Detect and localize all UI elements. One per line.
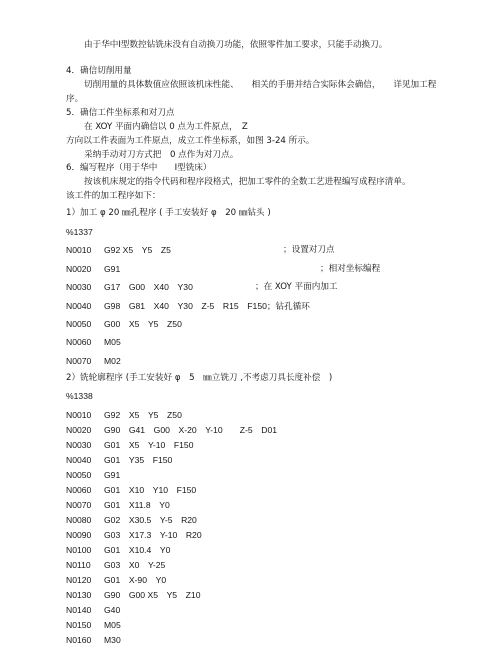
coordinate-paragraph-line1: 在 XOY 平面内确信以 0 点为工件原点， Z (84, 122, 248, 132)
section-heading-6: 6．编写程序（用于华中 Ⅰ型铣床） (66, 163, 212, 173)
program-comment: ；相对坐标编程 (320, 264, 381, 274)
program-id-1338: %1338 (66, 391, 93, 401)
program-line: N0040 G98 G81 X40 Y30 Z-5 R15 F150；钻孔循环 (66, 301, 310, 312)
cutting-paragraph-line1: 切削用量的具体数值应依照该机床性能、 相关的手册并结合实际体会确信， 详见加工程 (84, 80, 437, 90)
section-heading-4: 4．确信切削用量 (66, 66, 132, 76)
program-line: N0110 G03 X0 Y-25 (66, 560, 166, 570)
coordinate-paragraph-line3: 采纳手动对刀方式把 0 点作为对刀点。 (84, 150, 239, 160)
coordinate-paragraph-line2: 方向以工件表面为工件原点，成立工件坐标系，如图 3-24 所示。 (66, 136, 315, 146)
program-comment: ；设置对刀点 (283, 245, 335, 255)
program-line: N0150 M05 (66, 620, 121, 630)
program-line: N0060 M05 (66, 337, 121, 347)
cutting-paragraph-line2: 序。 (66, 94, 84, 104)
program-line: N0120 G01 X-90 Y0 (66, 575, 167, 585)
program-comment: ；钻孔循环 (266, 302, 310, 312)
program-line: N0030 G17 G00 X40 Y30 (66, 282, 193, 292)
program-line: N0020 G90 G41 G00 X-20 Y-10 Z-5 D01 (66, 425, 278, 435)
program-line: N0140 G40 (66, 605, 121, 615)
program-line: N0060 G01 X10 Y10 F150 (66, 485, 197, 495)
program-paragraph-line1: 按该机床规定的指令代码和程序段格式，把加工零件的全数工艺进程编写成程序清单。 (84, 177, 411, 187)
program-line: N0040 G01 Y35 F150 (66, 455, 173, 465)
subheading-contour: 2）铣轮廓程序 (手工安装好 φ 5 ㎜立铣刀 ,不考虑刀具长度补偿 ) (66, 373, 333, 383)
program-line: N0050 G00 X5 Y5 Z50 (66, 319, 182, 329)
program-line: N0080 G02 X30.5 Y-5 R20 (66, 515, 197, 525)
program-line: N0020 G91 (66, 264, 121, 274)
program-line: N0030 G01 X5 Y-10 F150 (66, 440, 194, 450)
program-line: N0130 G90 G00 X5 Y5 Z10 (66, 590, 201, 600)
program-id-1337: %1337 (66, 227, 93, 237)
program-line: N0100 G01 X10.4 Y0 (66, 545, 171, 555)
intro-paragraph: 由于华中Ⅰ型数控钻铣床没有自动换刀功能，依照零件加工要求，只能手动换刀。 (84, 40, 388, 50)
section-heading-5: 5．确信工件坐标系和对刀点 (66, 108, 175, 118)
subheading-drilling: 1）加工 φ 20 ㎜孔程序 ( 手工安装好 φ 20 ㎜钻头 ) (66, 208, 271, 218)
program-line: N0090 G03 X17.3 Y-10 R20 (66, 530, 202, 540)
program-line: N0050 G91 (66, 470, 121, 480)
program-line: N0070 M02 (66, 356, 121, 366)
program-line: N0070 G01 X11.8 Y0 (66, 500, 170, 510)
program-paragraph-line2: 该工件的加工程序如下： (66, 191, 161, 201)
program-line: N0010 G92 X5 Y5 Z5 (66, 245, 171, 255)
program-line: N0160 M30 (66, 635, 121, 645)
program-comment: ；在 XOY 平面内加工 (255, 282, 338, 292)
program-line: N0010 G92 X5 Y5 Z50 (66, 410, 182, 420)
